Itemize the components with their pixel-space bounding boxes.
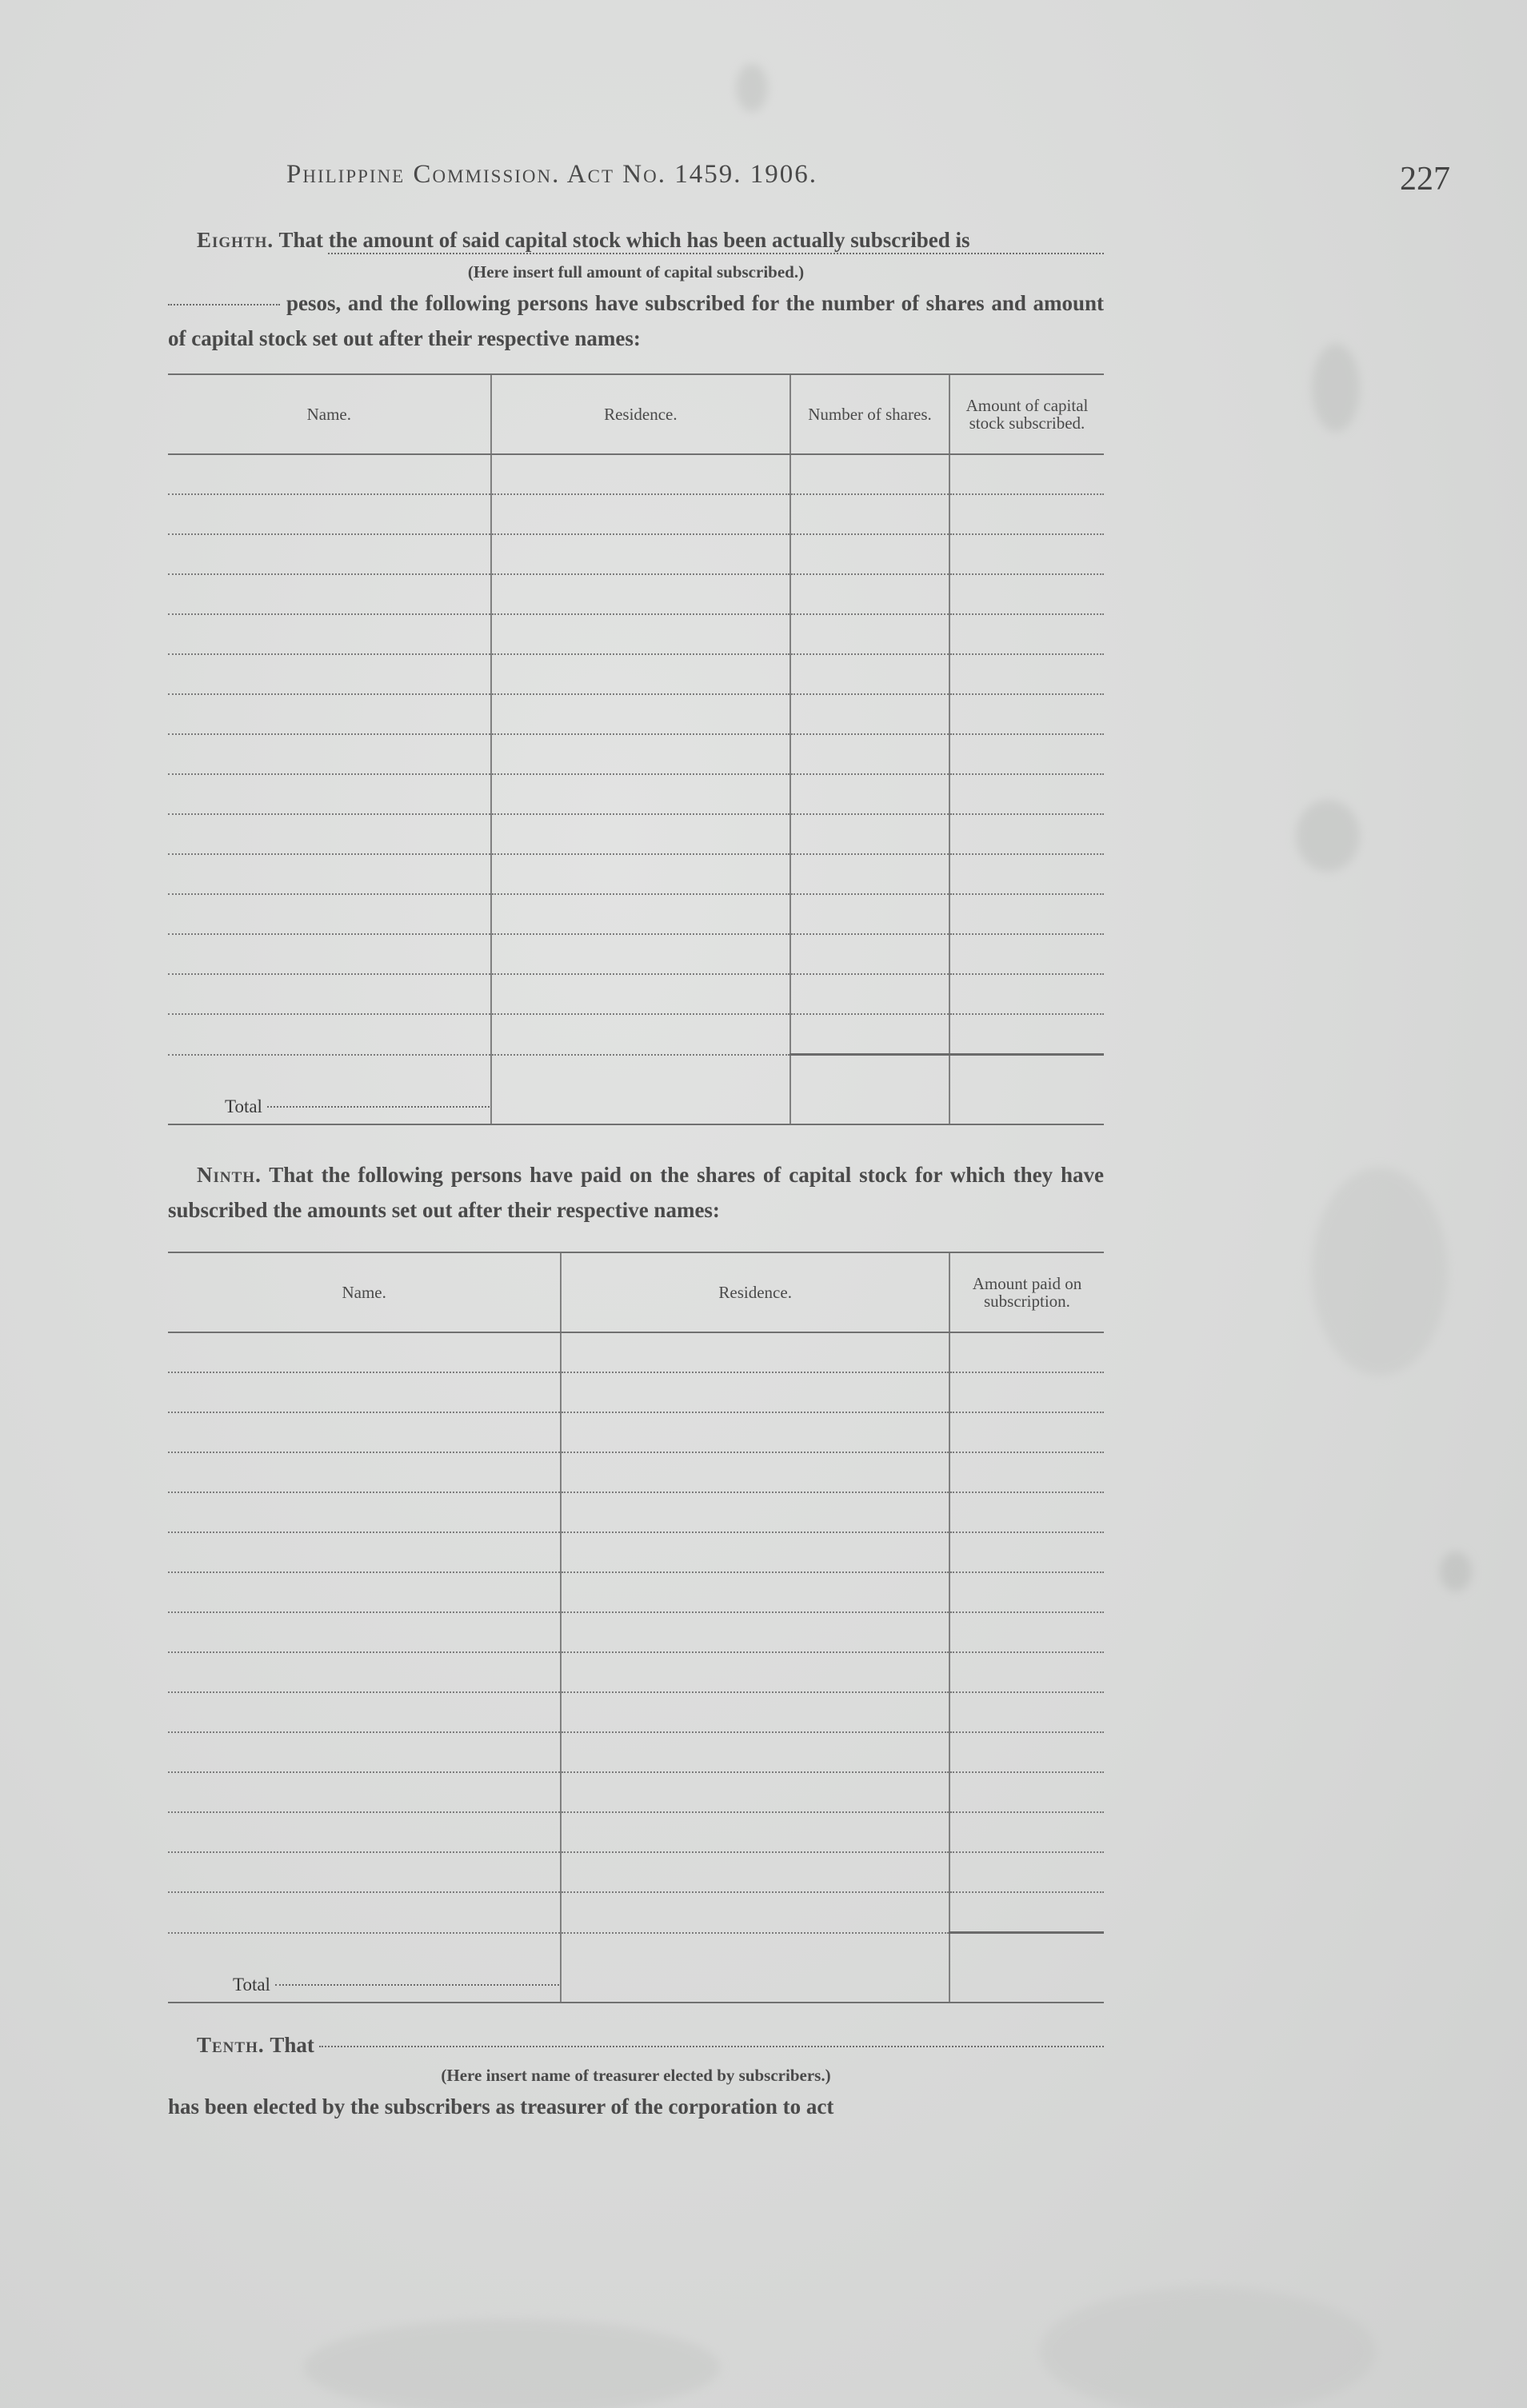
total-residence-cell: [561, 1933, 949, 2003]
subscription-blank-cell[interactable]: [949, 1014, 1104, 1055]
eighth-note: (Here insert full amount of capital subscribed.): [467, 262, 805, 282]
payment-blank-cell[interactable]: [949, 1452, 1104, 1492]
subscription-blank-cell[interactable]: [168, 574, 491, 614]
subscription-blank-cell[interactable]: [491, 574, 790, 614]
payment-blank-cell[interactable]: [168, 1532, 561, 1572]
payment-blank-cell[interactable]: [561, 1812, 949, 1852]
subscription-blank-cell[interactable]: [491, 734, 790, 774]
payment-blank-row: [168, 1412, 1104, 1452]
payment-blank-row: [168, 1612, 1104, 1652]
payment-blank-cell[interactable]: [949, 1652, 1104, 1692]
subscription-blank-cell[interactable]: [790, 454, 949, 494]
subscription-table: [168, 373, 1104, 1125]
subscription-blank-row: [168, 1014, 1104, 1055]
payment-blank-cell[interactable]: [561, 1532, 949, 1572]
payment-blank-row: [168, 1532, 1104, 1572]
subscription-blank-cell[interactable]: [168, 774, 491, 814]
payment-blank-cell[interactable]: [168, 1652, 561, 1692]
subscription-blank-cell[interactable]: [491, 654, 790, 694]
subscription-blank-row: [168, 454, 1104, 494]
payment-blank-cell[interactable]: [949, 1572, 1104, 1612]
subscription-blank-cell[interactable]: [790, 534, 949, 574]
subscription-blank-row: [168, 694, 1104, 734]
subscription-blank-cell[interactable]: [790, 894, 949, 934]
subscription-blank-cell[interactable]: [949, 774, 1104, 814]
eighth-text-2: pesos, and the following persons have subscribed for the number of shares and amount of capital stock set out after their respective names:: [168, 291, 1104, 350]
payment-blank-cell[interactable]: [561, 1452, 949, 1492]
subscription-blank-row: [168, 934, 1104, 974]
subscription-blank-cell[interactable]: [491, 1014, 790, 1055]
payment-blank-cell[interactable]: [168, 1372, 561, 1412]
payment-blank-row: [168, 1892, 1104, 1933]
subscription-blank-cell[interactable]: [491, 454, 790, 494]
subscription-blank-cell[interactable]: [949, 814, 1104, 854]
subscription-blank-row: [168, 814, 1104, 854]
subscription-blank-cell[interactable]: [491, 974, 790, 1014]
subscription-blank-row: [168, 894, 1104, 934]
subscription-blank-cell[interactable]: [491, 694, 790, 734]
subscription-blank-cell[interactable]: [949, 734, 1104, 774]
eighth-fill-line: [168, 258, 1104, 259]
subscription-blank-cell[interactable]: [168, 894, 491, 934]
payment-blank-cell[interactable]: [561, 1332, 949, 1372]
subscription-blank-cell[interactable]: [949, 534, 1104, 574]
subscription-blank-row: [168, 774, 1104, 814]
subscription-blank-cell[interactable]: [790, 854, 949, 894]
payment-blank-cell[interactable]: [561, 1652, 949, 1692]
subscription-blank-cell[interactable]: [168, 534, 491, 574]
subscription-blank-cell[interactable]: [949, 574, 1104, 614]
col-residence: Residence.: [491, 374, 790, 454]
subscription-blank-cell[interactable]: [168, 654, 491, 694]
payment-blank-cell[interactable]: [168, 1492, 561, 1532]
total-shares-cell[interactable]: [790, 1055, 949, 1125]
subscription-blank-row: [168, 734, 1104, 774]
payment-blank-cell[interactable]: [561, 1612, 949, 1652]
subscription-blank-row: [168, 494, 1104, 534]
payment-blank-cell[interactable]: [949, 1372, 1104, 1412]
payment-blank-cell[interactable]: [949, 1692, 1104, 1732]
subscription-total-row: [168, 1055, 1104, 1125]
total-label: Total: [233, 1975, 270, 1995]
payment-blank-cell[interactable]: [561, 1732, 949, 1772]
payment-blank-cell[interactable]: [168, 1452, 561, 1492]
eighth-text-1: That the amount of said capital stock which has been actually subscribed is: [278, 228, 970, 252]
subscription-blank-cell[interactable]: [790, 774, 949, 814]
payment-blank-cell[interactable]: [168, 1892, 561, 1933]
payment-blank-cell[interactable]: [168, 1852, 561, 1892]
total-cell: [168, 1933, 561, 2003]
subscription-blank-cell[interactable]: [491, 934, 790, 974]
payment-blank-cell[interactable]: [561, 1852, 949, 1892]
payment-blank-row: [168, 1572, 1104, 1612]
payment-blank-cell[interactable]: [561, 1772, 949, 1812]
payment-blank-cell[interactable]: [949, 1612, 1104, 1652]
subscription-blank-cell[interactable]: [949, 694, 1104, 734]
subscription-blank-cell[interactable]: [790, 814, 949, 854]
page-header: [168, 152, 1450, 200]
subscription-blank-cell[interactable]: [790, 654, 949, 694]
total-residence-cell: [491, 1055, 790, 1125]
total-cell: [168, 1055, 491, 1125]
payment-table: [168, 1252, 1104, 2003]
subscription-table-body: [168, 454, 1104, 1055]
tenth-text-2: has been elected by the subscribers as treasurer of the corporation to act: [168, 2095, 834, 2118]
subscription-blank-cell[interactable]: [790, 694, 949, 734]
tenth-note: (Here insert name of treasurer elected by subscribers.): [441, 2066, 831, 2085]
ninth-text: That the following persons have paid on the shares of capital stock for which they have subscribed the amounts set out after their respective names:: [168, 1163, 1105, 1222]
subscription-blank-cell[interactable]: [168, 494, 491, 534]
subscription-blank-cell[interactable]: [790, 974, 949, 1014]
payment-blank-cell[interactable]: [561, 1412, 949, 1452]
subscription-blank-cell[interactable]: [168, 454, 491, 494]
payment-blank-cell[interactable]: [561, 1572, 949, 1612]
payment-blank-row: [168, 1452, 1104, 1492]
ninth-heading: Ninth.: [197, 1163, 262, 1187]
subscription-blank-row: [168, 974, 1104, 1014]
eighth-heading: Eighth.: [197, 228, 274, 252]
payment-blank-cell[interactable]: [168, 1692, 561, 1732]
payment-blank-cell[interactable]: [168, 1572, 561, 1612]
payment-blank-row: [168, 1492, 1104, 1532]
tenth-text-1: That: [270, 2033, 314, 2057]
total-label: Total: [225, 1096, 262, 1116]
payment-blank-cell[interactable]: [949, 1732, 1104, 1772]
subscription-blank-row: [168, 654, 1104, 694]
payment-blank-row: [168, 1692, 1104, 1732]
tenth-heading: Tenth.: [197, 2033, 265, 2057]
subscription-blank-cell[interactable]: [168, 814, 491, 854]
payment-blank-cell[interactable]: [949, 1492, 1104, 1532]
payment-blank-row: [168, 1772, 1104, 1812]
payment-blank-cell[interactable]: [168, 1772, 561, 1812]
total-amount-cell[interactable]: [949, 1055, 1104, 1125]
subscription-blank-cell[interactable]: [168, 974, 491, 1014]
subscription-blank-cell[interactable]: [949, 614, 1104, 654]
subscription-blank-cell[interactable]: [790, 1014, 949, 1055]
payment-blank-cell[interactable]: [168, 1732, 561, 1772]
payment-blank-row: [168, 1852, 1104, 1892]
payment-blank-cell[interactable]: [949, 1892, 1104, 1933]
subscription-blank-cell[interactable]: [491, 774, 790, 814]
section-ninth: [168, 1157, 1104, 2003]
subscription-blank-cell[interactable]: [949, 494, 1104, 534]
subscription-blank-cell[interactable]: [949, 654, 1104, 694]
subscription-blank-cell[interactable]: [790, 494, 949, 534]
payment-blank-cell[interactable]: [168, 1812, 561, 1852]
payment-blank-cell[interactable]: [949, 1852, 1104, 1892]
page-number: 227: [1400, 161, 1450, 198]
payment-blank-cell[interactable]: [561, 1892, 949, 1933]
payment-blank-cell[interactable]: [949, 1772, 1104, 1812]
subscription-blank-cell[interactable]: [790, 734, 949, 774]
page-content: [168, 152, 1450, 2124]
subscription-blank-cell[interactable]: [790, 934, 949, 974]
subscription-blank-cell[interactable]: [491, 894, 790, 934]
subscription-table-header: [168, 374, 1104, 454]
subscription-blank-cell[interactable]: [168, 694, 491, 734]
payment-total-row: [168, 1933, 1104, 2003]
subscription-blank-cell[interactable]: [790, 614, 949, 654]
subscription-blank-cell[interactable]: [949, 454, 1104, 494]
subscription-blank-cell[interactable]: [790, 574, 949, 614]
subscription-blank-row: [168, 854, 1104, 894]
ninth-paragraph: [168, 1157, 1104, 1228]
col-residence: Residence.: [561, 1252, 949, 1332]
subscription-blank-row: [168, 534, 1104, 574]
subscription-blank-cell[interactable]: [491, 854, 790, 894]
subscription-blank-cell[interactable]: [949, 894, 1104, 934]
payment-blank-cell[interactable]: [561, 1692, 949, 1732]
subscription-blank-row: [168, 614, 1104, 654]
section-tenth: [168, 2027, 1104, 2124]
payment-blank-row: [168, 1652, 1104, 1692]
payment-blank-row: [168, 1332, 1104, 1372]
payment-blank-row: [168, 1372, 1104, 1412]
eighth-paragraph-2: [168, 286, 1104, 356]
payment-blank-row: [168, 1812, 1104, 1852]
payment-blank-cell[interactable]: [949, 1532, 1104, 1572]
tenth-line-1: [168, 2027, 1104, 2063]
payment-table-header: [168, 1252, 1104, 1332]
subscription-blank-cell[interactable]: [168, 854, 491, 894]
col-name: Name.: [168, 374, 491, 454]
subscription-blank-cell[interactable]: [168, 614, 491, 654]
payment-blank-cell[interactable]: [168, 1612, 561, 1652]
subscription-blank-cell[interactable]: [491, 494, 790, 534]
subscription-blank-cell[interactable]: [168, 1014, 491, 1055]
subscription-blank-cell[interactable]: [168, 734, 491, 774]
col-amount-subscribed: Amount of capital stock subscribed.: [949, 374, 1104, 454]
section-eighth: [168, 222, 1104, 1125]
col-name: Name.: [168, 1252, 561, 1332]
payment-blank-cell[interactable]: [949, 1412, 1104, 1452]
payment-blank-cell[interactable]: [561, 1372, 949, 1412]
total-amount-paid-cell[interactable]: [949, 1933, 1104, 2003]
payment-blank-cell[interactable]: [168, 1332, 561, 1372]
subscription-blank-cell[interactable]: [949, 854, 1104, 894]
payment-blank-cell[interactable]: [561, 1492, 949, 1532]
col-amount-paid: Amount paid on subscription.: [949, 1252, 1104, 1332]
payment-table-body: [168, 1332, 1104, 1933]
subscription-blank-cell[interactable]: [168, 934, 491, 974]
payment-blank-cell[interactable]: [949, 1812, 1104, 1852]
subscription-blank-cell[interactable]: [491, 614, 790, 654]
subscription-blank-cell[interactable]: [949, 974, 1104, 1014]
payment-blank-cell[interactable]: [949, 1332, 1104, 1372]
payment-blank-row: [168, 1732, 1104, 1772]
payment-blank-cell[interactable]: [168, 1412, 561, 1452]
running-head: Philippine Commission. Act No. 1459. 1906.: [286, 160, 817, 189]
col-number-of-shares: Number of shares.: [790, 374, 949, 454]
subscription-blank-row: [168, 574, 1104, 614]
subscription-blank-cell[interactable]: [949, 934, 1104, 974]
subscription-blank-cell[interactable]: [491, 814, 790, 854]
subscription-blank-cell[interactable]: [491, 534, 790, 574]
